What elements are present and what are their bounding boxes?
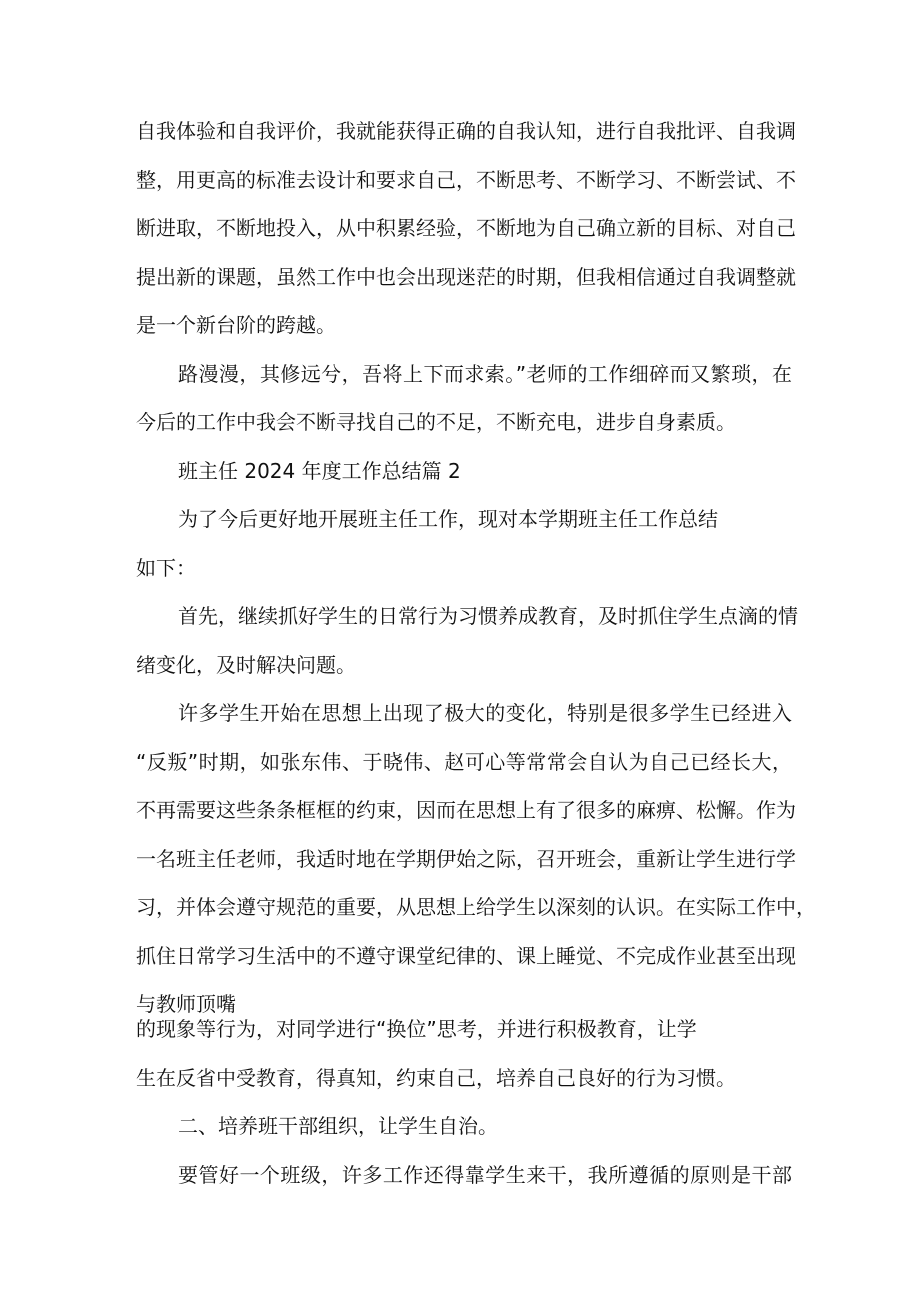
text-line: 的现象等行为，对同学进行“换位”思考，并进行积极教育，让学: [136, 1017, 697, 1041]
text-line: 自我体验和自我评价，我就能获得正确的自我认知，进行自我批评、自我调: [136, 119, 796, 143]
text-line: 断进取，不断地投入，从中积累经验，不断地为自己确立新的目标、对自己: [136, 216, 796, 240]
text-line: 绪变化，及时解决问题。: [136, 653, 356, 677]
text-line: 许多学生开始在思想上出现了极大的变化，特别是很多学生已经进入: [178, 701, 792, 725]
text-line: 首先，继续抓好学生的日常行为习惯养成教育，及时抓住学生点滴的情: [178, 604, 798, 628]
text-line: 是一个新台阶的跨越。: [136, 313, 336, 337]
section-heading: 二、培养班干部组织，让学生自治。: [178, 1114, 498, 1138]
text-line: 提出新的课题，虽然工作中也会出现迷茫的时期，但我相信通过自我调整就: [136, 265, 796, 289]
text-line: “反叛”时期，如张东伟、于晓伟、赵可心等常常会自认为自己已经长大，: [136, 750, 792, 774]
text-line: 为了今后更好地开展班主任工作，现对本学期班主任工作总结: [178, 507, 718, 531]
text-line: 习，并体会遵守规范的重要，从思想上给学生以深刻的认识。在实际工作中，: [136, 895, 816, 919]
text-line: 抓住日常学习生活中的不遵守课堂纪律的、课上睡觉、不完成作业甚至出现: [136, 944, 796, 968]
text-line: 如下：: [136, 556, 196, 580]
text-line: 生在反省中受教育，得真知，约束自己，培养自己良好的行为习惯。: [136, 1066, 736, 1090]
text-line: 今后的工作中我会不断寻找自己的不足，不断充电，进步自身素质。: [136, 410, 736, 434]
text-line: 整，用更高的标准去设计和要求自己，不断思考、不断学习、不断尝试、不: [136, 168, 796, 192]
text-line: 路漫漫，其修远兮，吾将上下而求索。”老师的工作细碎而又繁琐，在: [178, 362, 792, 386]
text-line: 一名班主任老师，我适时地在学期伊始之际，召开班会，重新让学生进行学: [136, 847, 796, 871]
text-line: 不再需要这些条条框框的约束，因而在思想上有了很多的麻痹、松懈。作为: [136, 798, 796, 822]
section-heading: 班主任 2024 年度工作总结篇 2: [178, 459, 461, 483]
text-line: 与教师顶嘴: [136, 992, 236, 1016]
text-line: 要管好一个班级，许多工作还得靠学生来干，我所遵循的原则是干部: [178, 1163, 792, 1187]
